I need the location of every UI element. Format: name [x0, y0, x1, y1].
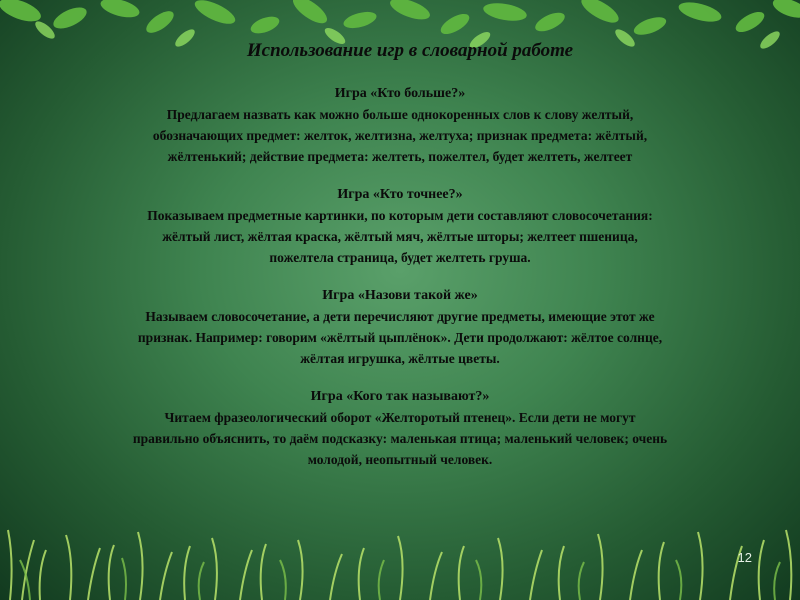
game-text-line: молодой, неопытный человек. — [307, 452, 493, 467]
game-text-line: жёлтый лист, жёлтая краска, жёлтый мяч, жёлтые шторы; желтеет пшеница, — [162, 229, 638, 244]
game-title: Игра «Кого так называют?» — [310, 389, 490, 404]
slide-title: Использование игр в словарной работе — [246, 40, 574, 61]
game-block-3 — [30, 286, 770, 369]
game-title: Игра «Кто точнее?» — [337, 187, 463, 202]
game-block-4 — [30, 387, 770, 470]
game-title: Игра «Назови такой же» — [322, 288, 478, 303]
game-block-1 — [30, 84, 770, 167]
game-text-line: пожелтела страница, будет желтеть груша. — [269, 250, 531, 265]
game-text-line: жёлтая игрушка, жёлтые цветы. — [300, 351, 500, 366]
game-text-line: Называем словосочетание, а дети перечисляют другие предметы, имеющие этот же — [145, 309, 655, 324]
game-title: Игра «Кто больше?» — [334, 86, 466, 101]
game-text-line: Предлагаем назвать как можно больше однокоренных слов к слову желтый, — [166, 107, 634, 122]
slide-number: 12 — [737, 550, 752, 565]
game-text-line: признак. Например: говорим «жёлтый цыплёнок». Дети продолжают: жёлтое солнце, — [137, 330, 663, 345]
game-text-line: Читаем фразеологический оборот «Желторотый птенец». Если дети не могут — [164, 410, 636, 425]
game-text-line: обозначающих предмет: желток, желтизна, желтуха; признак предмета: жёлтый, — [152, 128, 648, 143]
slide-content — [30, 40, 770, 488]
game-text-line: Показываем предметные картинки, по которым дети составляют словосочетания: — [147, 208, 653, 223]
game-block-2 — [30, 185, 770, 268]
game-text-line: правильно объяснить, то даём подсказку: маленькая птица; маленький человек; очень — [132, 431, 668, 446]
game-text-line: жёлтенький; действие предмета: желтеть, пожелтел, будет желтеть, желтеет — [167, 149, 633, 164]
